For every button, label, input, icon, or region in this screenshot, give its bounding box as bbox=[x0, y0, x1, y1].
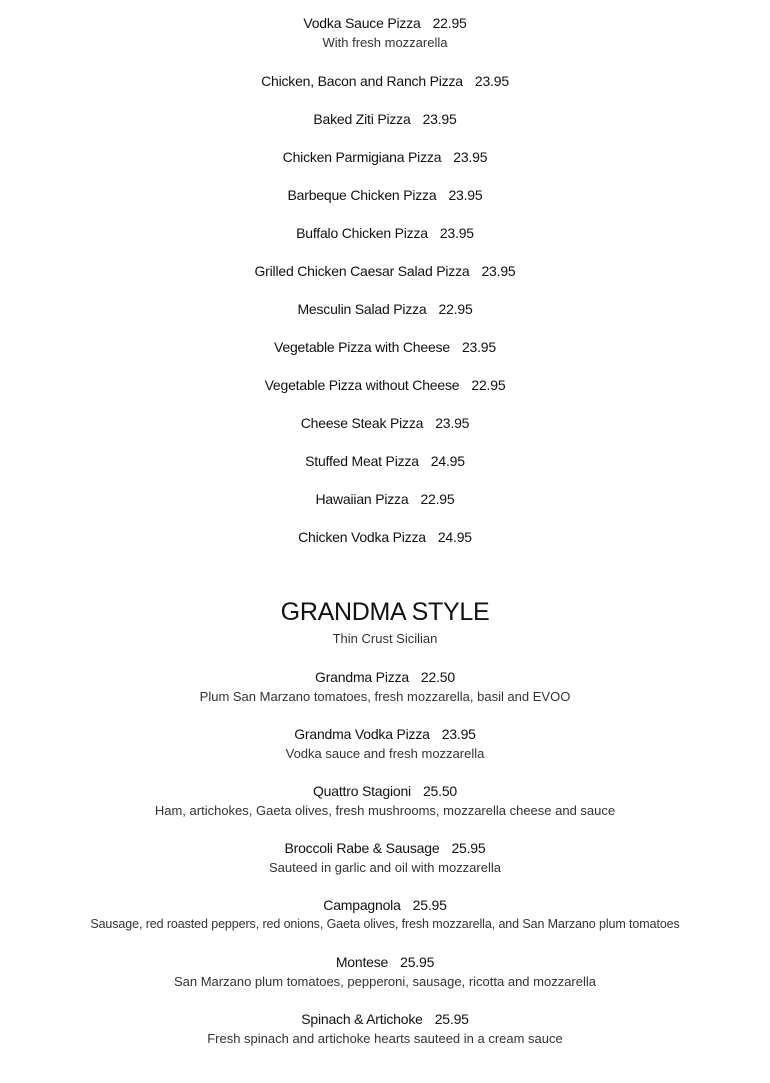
item-name: Buffalo Chicken Pizza bbox=[296, 225, 428, 241]
menu-item bbox=[0, 72, 770, 90]
item-name: Chicken, Bacon and Ranch Pizza bbox=[261, 73, 463, 89]
item-description: Sausage, red roasted peppers, red onions, Gaeta olives, fresh mozzarella, and San Marzano plum tomatoes bbox=[90, 917, 680, 931]
menu-item bbox=[0, 300, 770, 318]
menu-item bbox=[0, 1010, 770, 1047]
menu-item bbox=[0, 725, 770, 762]
item-name: Baked Ziti Pizza bbox=[313, 111, 411, 127]
menu-item bbox=[0, 896, 770, 933]
item-description: Sauteed in garlic and oil with mozzarella bbox=[269, 860, 501, 875]
item-name: Campagnola bbox=[323, 897, 401, 913]
item-price: 23.95 bbox=[422, 111, 457, 127]
section-subtitle: Thin Crust Sicilian bbox=[332, 631, 438, 646]
item-name: Grandma Vodka Pizza bbox=[294, 726, 430, 742]
item-price: 24.95 bbox=[437, 529, 472, 545]
menu-item bbox=[0, 110, 770, 128]
item-price: 23.95 bbox=[474, 73, 509, 89]
item-description: Ham, artichokes, Gaeta olives, fresh mushrooms, mozzarella cheese and sauce bbox=[154, 803, 616, 818]
item-name: Montese bbox=[335, 954, 389, 970]
item-price: 23.95 bbox=[435, 415, 470, 431]
item-description: Vodka sauce and fresh mozzarella bbox=[285, 746, 485, 761]
item-price: 25.95 bbox=[451, 840, 486, 856]
grandma-section-header bbox=[0, 597, 770, 647]
menu-item bbox=[0, 668, 770, 705]
item-name: Quattro Stagioni bbox=[312, 783, 411, 799]
item-name: Vegetable Pizza with Cheese bbox=[274, 339, 450, 355]
item-name: Spinach & Artichoke bbox=[301, 1011, 423, 1027]
item-price: 22.95 bbox=[471, 377, 506, 393]
item-price: 25.50 bbox=[422, 783, 458, 799]
item-price: 25.95 bbox=[434, 1011, 469, 1027]
menu-item bbox=[0, 490, 770, 508]
menu-item bbox=[0, 452, 770, 470]
item-name: Barbeque Chicken Pizza bbox=[287, 187, 437, 203]
item-price: 23.95 bbox=[439, 225, 474, 241]
item-description: San Marzano plum tomatoes, pepperoni, sausage, ricotta and mozzarella bbox=[173, 974, 596, 989]
menu-item bbox=[0, 14, 770, 51]
menu-item bbox=[0, 224, 770, 242]
item-price: 24.95 bbox=[430, 453, 465, 469]
item-name: Vodka Sauce Pizza bbox=[303, 15, 421, 31]
item-price: 25.95 bbox=[400, 954, 435, 970]
menu-item bbox=[0, 782, 770, 819]
menu-item bbox=[0, 528, 770, 546]
menu-item bbox=[0, 338, 770, 356]
menu-item bbox=[0, 376, 770, 394]
item-name: Mesculin Salad Pizza bbox=[297, 301, 427, 317]
menu-item bbox=[0, 262, 770, 280]
item-name: Hawaiian Pizza bbox=[315, 491, 409, 507]
item-price: 23.95 bbox=[481, 263, 516, 279]
item-description: With fresh mozzarella bbox=[322, 35, 448, 50]
item-name: Grandma Pizza bbox=[315, 669, 409, 685]
item-price: 23.95 bbox=[448, 187, 483, 203]
menu-item bbox=[0, 414, 770, 432]
item-name: Grilled Chicken Caesar Salad Pizza bbox=[254, 263, 470, 279]
item-name: Chicken Parmigiana Pizza bbox=[282, 149, 442, 165]
item-price: 22.95 bbox=[438, 301, 473, 317]
item-name: Broccoli Rabe & Sausage bbox=[284, 840, 440, 856]
item-name: Cheese Steak Pizza bbox=[300, 415, 424, 431]
item-name: Vegetable Pizza without Cheese bbox=[264, 377, 460, 393]
menu-item bbox=[0, 953, 770, 990]
item-name: Chicken Vodka Pizza bbox=[298, 529, 426, 545]
item-price: 23.95 bbox=[461, 339, 496, 355]
item-price: 22.95 bbox=[420, 491, 455, 507]
menu-item bbox=[0, 148, 770, 166]
item-description: Fresh spinach and artichoke hearts sauteed in a cream sauce bbox=[207, 1031, 563, 1046]
item-description: Plum San Marzano tomatoes, fresh mozzarella, basil and EVOO bbox=[199, 689, 571, 704]
item-price: 22.50 bbox=[420, 669, 455, 685]
item-price: 25.95 bbox=[412, 897, 447, 913]
item-name: Stuffed Meat Pizza bbox=[305, 453, 419, 469]
item-price: 23.95 bbox=[441, 726, 476, 742]
item-price: 22.95 bbox=[432, 15, 467, 31]
item-price: 23.95 bbox=[453, 149, 488, 165]
section-title: GRANDMA STYLE bbox=[280, 598, 490, 626]
menu-item bbox=[0, 839, 770, 876]
menu-item bbox=[0, 186, 770, 204]
